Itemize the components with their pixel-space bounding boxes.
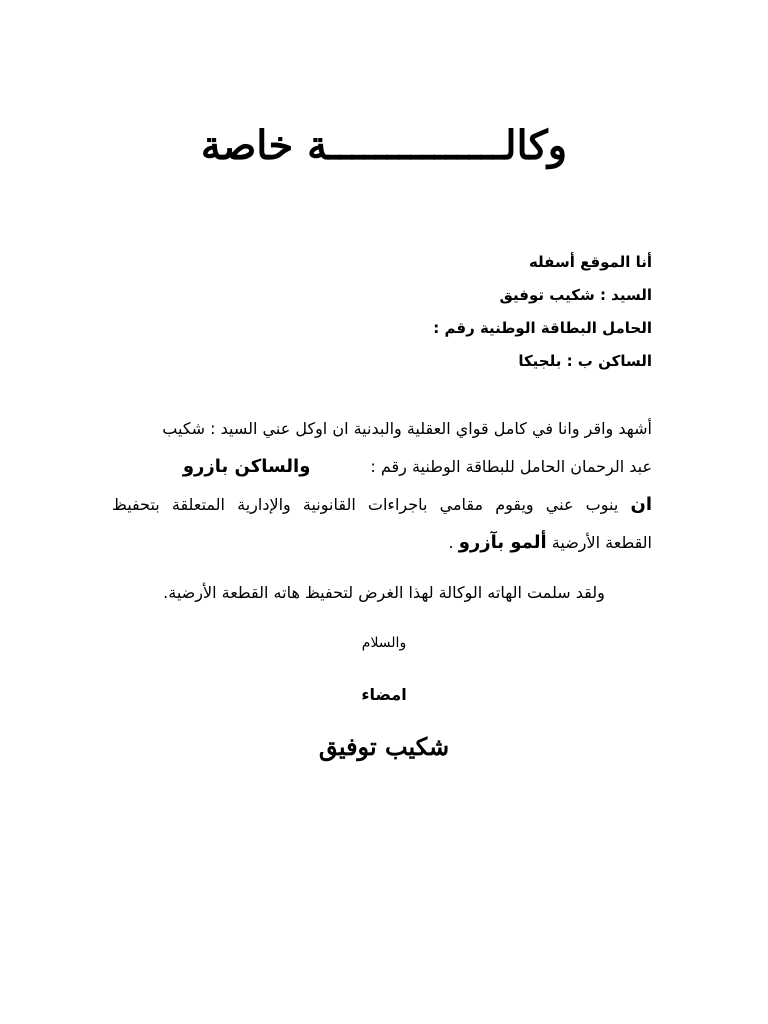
- declarant-residence: الساكن ب : بلجيكا: [518, 352, 652, 370]
- document-title: وكالـــــــــــــــة خاصة: [200, 122, 568, 169]
- paragraph-line-2: [112, 448, 652, 486]
- paragraph-line-3-text: ينوب عني ويقوم مقامي باجراءات القانونية والإدارية المتعلقة بتحفيظ: [112, 495, 619, 514]
- land-plot-text: القطعة الأرضية: [551, 533, 652, 552]
- salutation: والسلام: [361, 635, 407, 651]
- closing-statement: ولقد سلمت الهاته الوكالة لهذا الغرض لتحفيظ هاته القطعة الأرضية.: [163, 583, 605, 602]
- proxy-paragraph: [112, 410, 652, 562]
- signer-name: شكيب توفيق: [318, 732, 450, 761]
- paragraph-line-3-lead: ان: [630, 494, 653, 515]
- land-plot-name: ألمو بآزرو: [458, 532, 547, 553]
- agent-id-text: عبد الرحمان الحامل للبطاقة الوطنية رقم :: [370, 457, 652, 476]
- agent-residence: والساكن بازرو: [182, 456, 311, 477]
- paragraph-line-3: [112, 486, 652, 524]
- declarant-info: [116, 246, 652, 378]
- signature-label: امضاء: [361, 685, 407, 704]
- paragraph-line-1: أشهد واقر وانا في كامل قواي العقلية والبدنية ان اوكل عني السيد : شكيب: [162, 419, 652, 438]
- declarant-intro: أنا الموقع أسفله: [528, 253, 652, 271]
- paragraph-line-4: [112, 524, 652, 562]
- declarant-name: السيد : شكيب توفيق: [499, 286, 652, 304]
- paragraph-end-mark: .: [448, 533, 454, 552]
- declarant-id-card: الحامل البطاقة الوطنية رقم :: [433, 319, 652, 337]
